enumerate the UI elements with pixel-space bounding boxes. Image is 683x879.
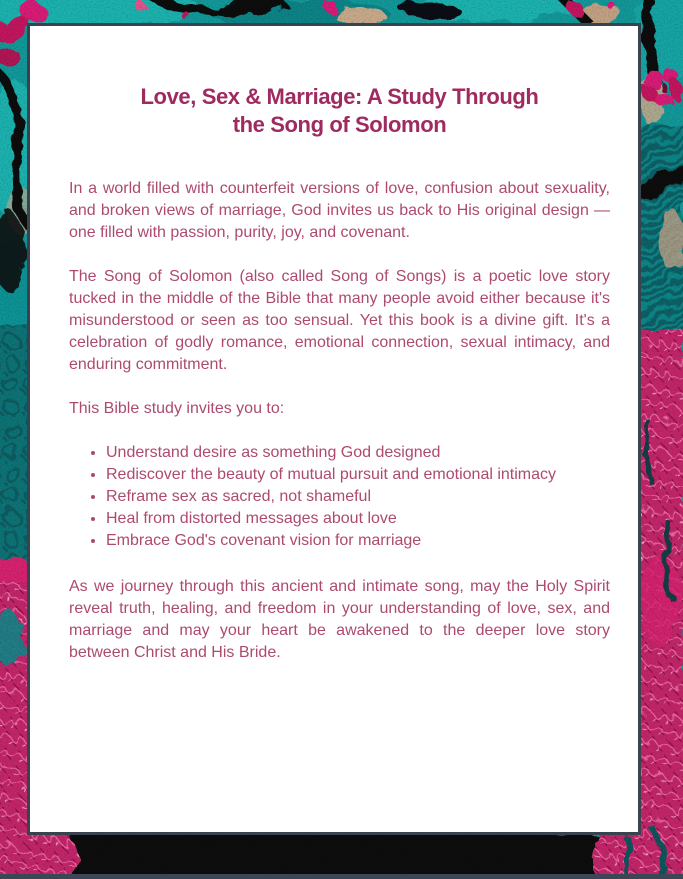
paragraph-song-of-solomon: The Song of Solomon (also called Song of Songs) is a poetic love story tucked in the middle of the Bible that many people avoid either because it's misunderstood or seen as too sensual. Yet this book is a divine gift. It's a celebration of godly romance, emotional connection, sexual intimacy, and enduring commitment.: [69, 268, 610, 373]
content-card: [27, 23, 641, 835]
page-title: [69, 83, 610, 139]
page-title-line-1: Love, Sex & Marriage: A Study Through: [140, 84, 539, 109]
card-content: [30, 26, 638, 704]
study-goals-list: [69, 442, 610, 552]
paragraph-closing: As we journey through this ancient and intimate song, may the Holy Spirit reveal truth, healing, and freedom in your understanding of love, sex, and marriage and may your heart be awakened to the deeper love story between Christ and His Bride.: [69, 578, 610, 661]
paragraph-intro: In a world filled with counterfeit versions of love, confusion about sexuality, and broken views of marriage, God invites us back to His original design — one filled with passion, purity, joy, and covenant.: [69, 180, 610, 241]
page-title-line-2: the Song of Solomon: [232, 112, 447, 137]
list-item: • Heal from distorted messages about love: [106, 508, 610, 530]
list-item: • Reframe sex as sacred, not shameful: [106, 486, 610, 508]
list-item: • Understand desire as something God designed: [106, 442, 610, 464]
list-item: • Rediscover the beauty of mutual pursuit and emotional intimacy: [106, 464, 610, 486]
paragraph-invite: This Bible study invites you to:: [69, 400, 285, 417]
list-item: • Embrace God's covenant vision for marriage: [106, 530, 610, 552]
